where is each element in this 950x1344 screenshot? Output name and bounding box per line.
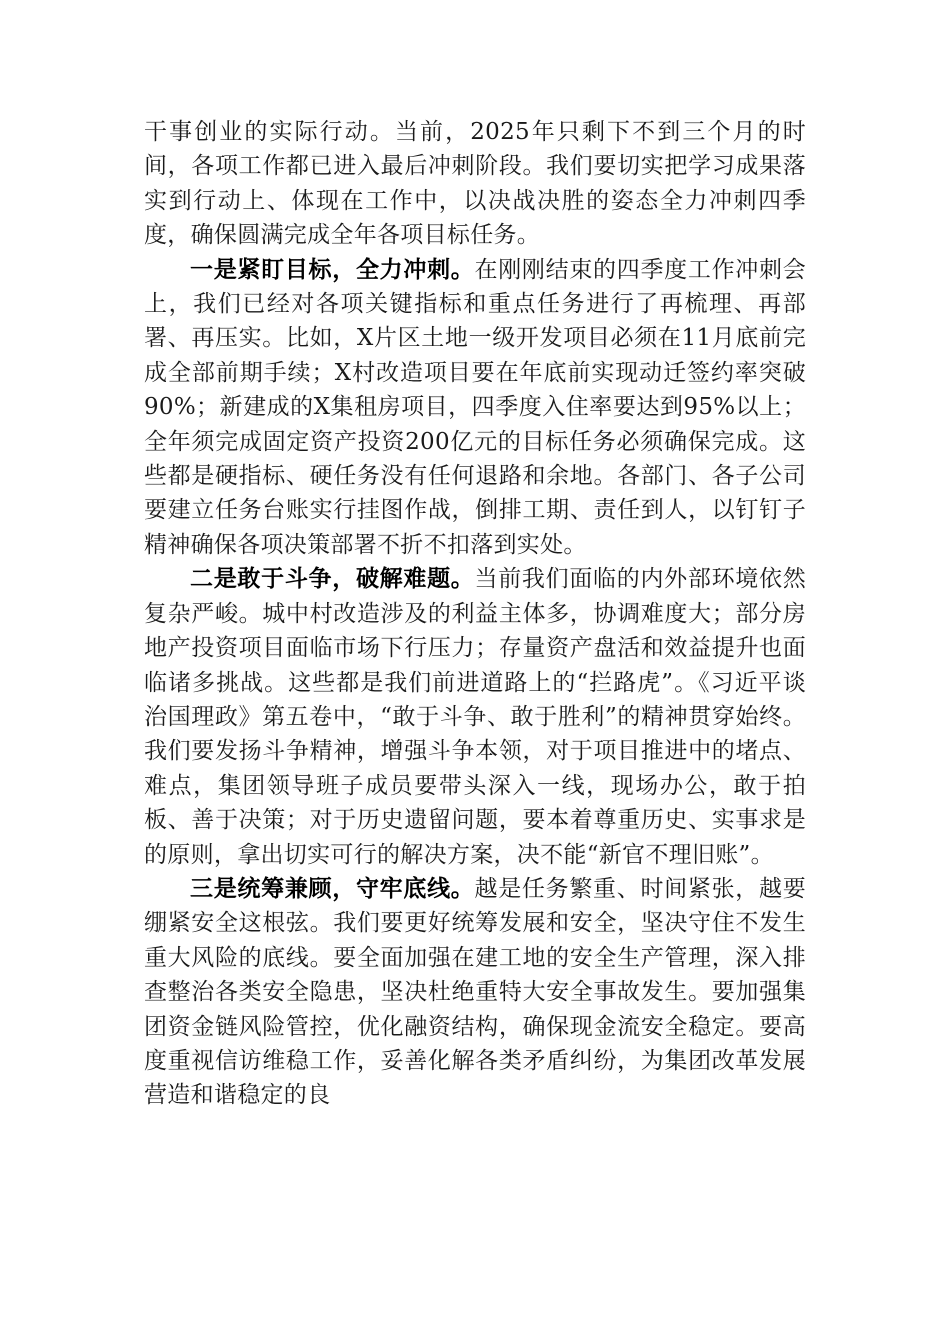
paragraph-intro [144,115,806,253]
paragraph-point-two [144,562,806,872]
paragraph-point-three [144,872,806,1113]
document-body [144,115,806,1113]
paragraph-point-three-heading: 三是统筹兼顾，守牢底线。 [190,874,475,902]
paragraph-intro-text: 干事创业的实际行动。当前，2025年只剩下不到三个月的时间，各项工作都已进入最后冲刺阶段。我们要切实把学习成果落实到行动上、体现在工作中，以决战决胜的姿态全力冲刺四季度，确保圆满完成全年各项目标任务。 [144,119,806,249]
paragraph-point-two-text: 当前我们面临的内外部环境依然复杂严峻。城中村改造涉及的利益主体多，协调难度大；部分房地产投资项目面临市场下行压力；存量资产盘活和效益提升也面临诸多挑战。这些都是我们前进道路上的“拦路虎”。《习近平谈治国理政》第五卷中，“敢于斗争、敢于胜利”的精神贯穿始终。我们要发扬斗争精神，增强斗争本领，对于项目推进中的堵点、难点，集团领导班子成员要带头深入一线，现场办公，敢于拍板、善于决策；对于历史遗留问题，要本着尊重历史、实事求是的原则，拿出切实可行的解决方案，决不能“新官不理旧账”。 [144,566,806,868]
paragraph-point-one-heading: 一是紧盯目标，全力冲刺。 [190,255,475,283]
paragraph-point-one-text: 在刚刚结束的四季度工作冲刺会上，我们已经对各项关键指标和重点任务进行了再梳理、再部署、再压实。比如，X片区土地一级开发项目必须在11月底前完成全部前期手续；X村改造项目要在年底前实现动迁签约率突破90%；新建成的X集租房项目，四季度入住率要达到95%以上；全年须完成固定资产投资200亿元的目标任务必须确保完成。这些都是硬指标、硬任务没有任何退路和余地。各部门、各子公司要建立任务台账实行挂图作战，倒排工期、责任到人，以钉钉子精神确保各项决策部署不折不扣落到实处。 [144,256,806,558]
paragraph-point-one [144,253,806,563]
paragraph-point-two-heading: 二是敢于斗争，破解难题。 [190,565,475,593]
paragraph-point-three-text: 越是任务繁重、时间紧张，越要绷紧安全这根弦。我们要更好统筹发展和安全，坚决守住不发生重大风险的底线。要全面加强在建工地的安全生产管理，深入排查整治各类安全隐患，坚决杜绝重特大安全事故发生。要加强集团资金链风险管控，优化融资结构，确保现金流安全稳定。要高度重视信访维稳工作，妥善化解各类矛盾纠纷，为集团改革发展营造和谐稳定的良 [144,875,806,1109]
